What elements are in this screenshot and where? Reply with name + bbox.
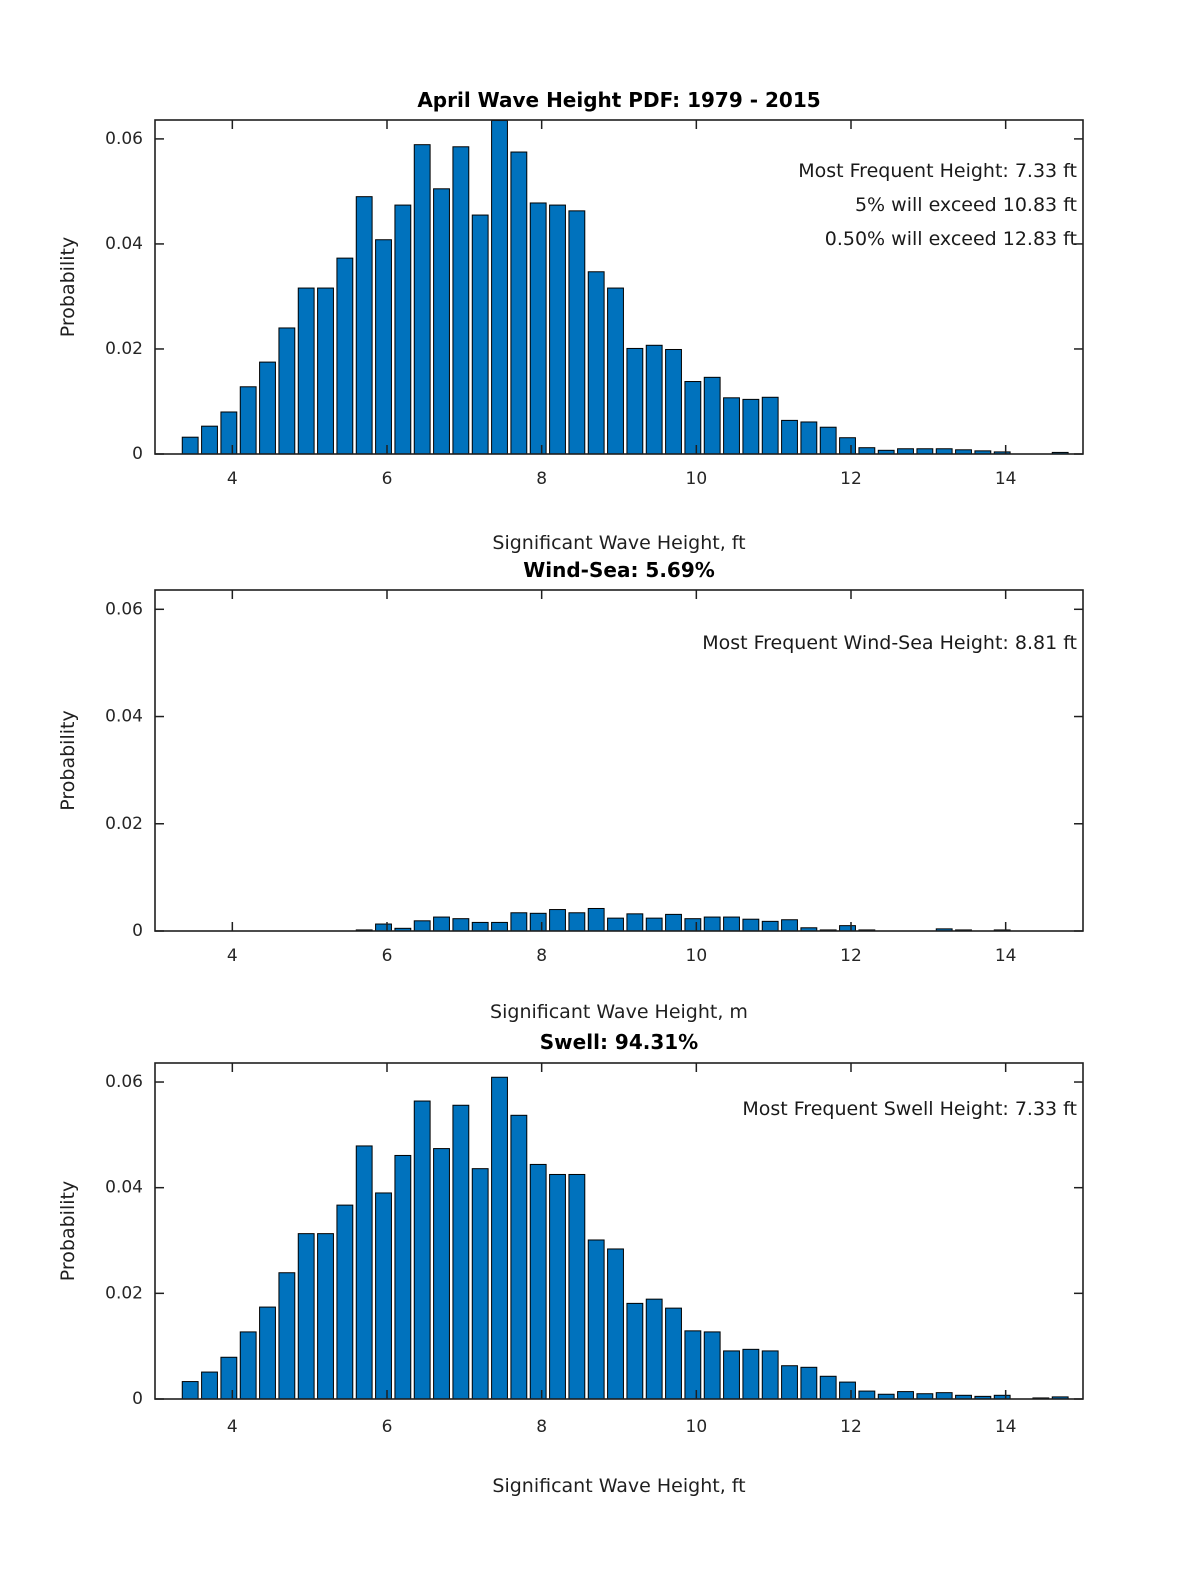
x-tick-label: 10 xyxy=(685,1417,708,1437)
x-tick-label: 10 xyxy=(685,946,708,966)
histogram-bar xyxy=(376,924,392,931)
histogram-bar xyxy=(376,240,392,454)
histogram-bar xyxy=(434,189,450,454)
histogram-bar xyxy=(782,1366,798,1399)
histogram-bar xyxy=(356,1146,372,1399)
histogram-bar xyxy=(762,397,778,454)
histogram-bar xyxy=(936,1393,952,1399)
panel-title: Wind-Sea: 5.69% xyxy=(523,558,715,582)
histogram-bar xyxy=(492,1077,508,1399)
histogram-bar xyxy=(724,917,740,931)
histogram-bar xyxy=(202,1372,218,1399)
histogram-bar xyxy=(318,1234,334,1399)
x-tick-label: 4 xyxy=(226,469,238,489)
y-tick-label: 0 xyxy=(132,444,143,464)
histogram-bar xyxy=(434,1149,450,1399)
histogram-bar xyxy=(588,1240,604,1399)
histogram-bar xyxy=(530,1164,546,1399)
histogram-bar xyxy=(588,908,604,931)
histogram-bar xyxy=(666,349,682,454)
x-tick-label: 14 xyxy=(994,946,1017,966)
histogram-bar xyxy=(608,288,624,454)
x-tick-label: 6 xyxy=(381,1417,393,1437)
histogram-bar xyxy=(569,913,585,931)
histogram-bar xyxy=(898,1392,914,1399)
histogram-bar xyxy=(318,288,334,454)
histogram-bar xyxy=(743,1349,759,1399)
x-tick-label: 4 xyxy=(226,1417,238,1437)
y-tick-label: 0.06 xyxy=(105,128,143,149)
histogram-bar xyxy=(646,1299,662,1399)
histogram-bar xyxy=(840,926,856,931)
histogram-bar xyxy=(279,328,295,454)
x-tick-label: 14 xyxy=(994,1417,1017,1437)
histogram-bar xyxy=(550,205,566,454)
panel-ylabel: Probability xyxy=(57,710,79,811)
x-tick-label: 8 xyxy=(536,946,548,966)
histogram-bar xyxy=(840,438,856,454)
x-tick-label: 8 xyxy=(536,469,548,489)
panel-title: April Wave Height PDF: 1979 - 2015 xyxy=(417,88,821,112)
histogram-bar xyxy=(298,1234,314,1399)
x-tick-label: 6 xyxy=(381,946,393,966)
histogram-bar xyxy=(376,1193,392,1399)
histogram-bar xyxy=(820,1376,836,1399)
histogram-bar xyxy=(704,917,720,931)
histogram-bar xyxy=(743,919,759,931)
histogram-bar xyxy=(492,922,508,931)
y-tick-label: 0 xyxy=(132,1389,143,1409)
histogram-bar xyxy=(337,258,353,454)
panel-xlabel: Significant Wave Height, ft xyxy=(492,1475,746,1497)
histogram-bar xyxy=(801,422,817,454)
histogram-bar xyxy=(530,203,546,454)
x-tick-label: 14 xyxy=(994,469,1017,489)
panel-ylabel: Probability xyxy=(57,1180,79,1282)
histogram-bar xyxy=(511,152,527,454)
histogram-bar xyxy=(724,1351,740,1399)
x-tick-label: 10 xyxy=(685,469,708,489)
histogram-bar xyxy=(782,920,798,931)
histogram-bar xyxy=(608,1249,624,1399)
histogram-bar xyxy=(260,362,276,454)
histogram-bar xyxy=(724,398,740,454)
histogram-bar xyxy=(666,914,682,931)
histogram-bar xyxy=(182,1382,198,1399)
histogram-bar xyxy=(627,1303,643,1399)
histogram-bar xyxy=(414,145,430,454)
histogram-bar xyxy=(414,1101,430,1399)
panel-ylabel: Probability xyxy=(57,236,79,338)
histogram-bar xyxy=(685,1331,701,1399)
histogram-bar xyxy=(762,921,778,931)
x-tick-label: 12 xyxy=(840,469,862,489)
histogram-bar xyxy=(395,205,411,454)
histogram-bar xyxy=(627,914,643,931)
histogram-bar xyxy=(472,922,488,931)
histogram-bar xyxy=(704,1332,720,1399)
histogram-bar xyxy=(666,1308,682,1399)
histogram-bar xyxy=(530,913,546,931)
histogram-bar xyxy=(202,426,218,454)
x-tick-label: 12 xyxy=(840,1417,862,1437)
annotation-text: Most Frequent Swell Height: 7.33 ft xyxy=(742,1098,1077,1120)
histogram-bar xyxy=(859,448,875,454)
histogram-bar xyxy=(240,387,256,454)
y-tick-label: 0.02 xyxy=(105,338,143,359)
histogram-bar xyxy=(434,917,450,931)
histogram-bar xyxy=(743,399,759,454)
histogram-bar xyxy=(492,121,508,454)
y-tick-label: 0.06 xyxy=(105,599,143,620)
histogram-bar xyxy=(782,420,798,454)
histogram-bar xyxy=(240,1332,256,1399)
panel-title: Swell: 94.31% xyxy=(539,1030,699,1054)
histogram-bar xyxy=(453,1105,469,1399)
histogram-bar xyxy=(569,1174,585,1399)
histogram-bar xyxy=(298,288,314,454)
histogram-bar xyxy=(472,215,488,454)
histogram-bar xyxy=(569,211,585,454)
histogram-bar xyxy=(820,427,836,454)
histogram-bar xyxy=(627,348,643,454)
annotation-text: 0.50% will exceed 12.83 ft xyxy=(824,228,1077,250)
x-tick-label: 4 xyxy=(226,946,238,966)
annotation-text: 5% will exceed 10.83 ft xyxy=(854,194,1077,216)
histogram-bar xyxy=(337,1205,353,1399)
histogram-bar xyxy=(801,1367,817,1399)
histogram-bar xyxy=(414,921,430,931)
histogram-bar xyxy=(356,197,372,454)
histogram-bar xyxy=(182,437,198,454)
panel-xlabel: Significant Wave Height, ft xyxy=(492,532,746,554)
histogram-bar xyxy=(260,1307,276,1399)
x-tick-label: 6 xyxy=(381,469,393,489)
histogram-bar xyxy=(395,1155,411,1399)
x-tick-label: 12 xyxy=(840,946,862,966)
annotation-text: Most Frequent Wind-Sea Height: 8.81 ft xyxy=(702,632,1077,654)
histogram-bar xyxy=(511,913,527,931)
histogram-bar xyxy=(221,412,237,454)
histogram-bar xyxy=(704,377,720,454)
panel-xlabel: Significant Wave Height, m xyxy=(490,1001,748,1023)
y-tick-label: 0.04 xyxy=(105,233,143,254)
histogram-bar xyxy=(511,1115,527,1399)
y-tick-label: 0.04 xyxy=(105,1177,143,1198)
y-tick-label: 0.04 xyxy=(105,706,143,727)
histogram-bar xyxy=(685,919,701,931)
annotation-text: Most Frequent Height: 7.33 ft xyxy=(798,160,1077,182)
histogram-bar xyxy=(646,345,662,454)
y-tick-label: 0.06 xyxy=(105,1072,143,1093)
histogram-bar xyxy=(608,918,624,931)
histogram-bar xyxy=(762,1351,778,1399)
histogram-bar xyxy=(472,1169,488,1399)
y-tick-label: 0.02 xyxy=(105,1283,143,1304)
histogram-bar xyxy=(453,147,469,454)
histogram-bar xyxy=(550,1174,566,1399)
histogram-bar xyxy=(550,910,566,931)
histogram-bar xyxy=(840,1382,856,1399)
y-tick-label: 0 xyxy=(132,921,143,941)
histogram-bar xyxy=(646,918,662,931)
histogram-bar xyxy=(453,919,469,931)
histogram-bar xyxy=(588,272,604,454)
histogram-bar xyxy=(221,1357,237,1399)
x-tick-label: 8 xyxy=(536,1417,548,1437)
histogram-bar xyxy=(685,382,701,454)
histogram-bar xyxy=(859,1391,875,1399)
y-tick-label: 0.02 xyxy=(105,813,143,834)
histogram-bar xyxy=(279,1273,295,1399)
